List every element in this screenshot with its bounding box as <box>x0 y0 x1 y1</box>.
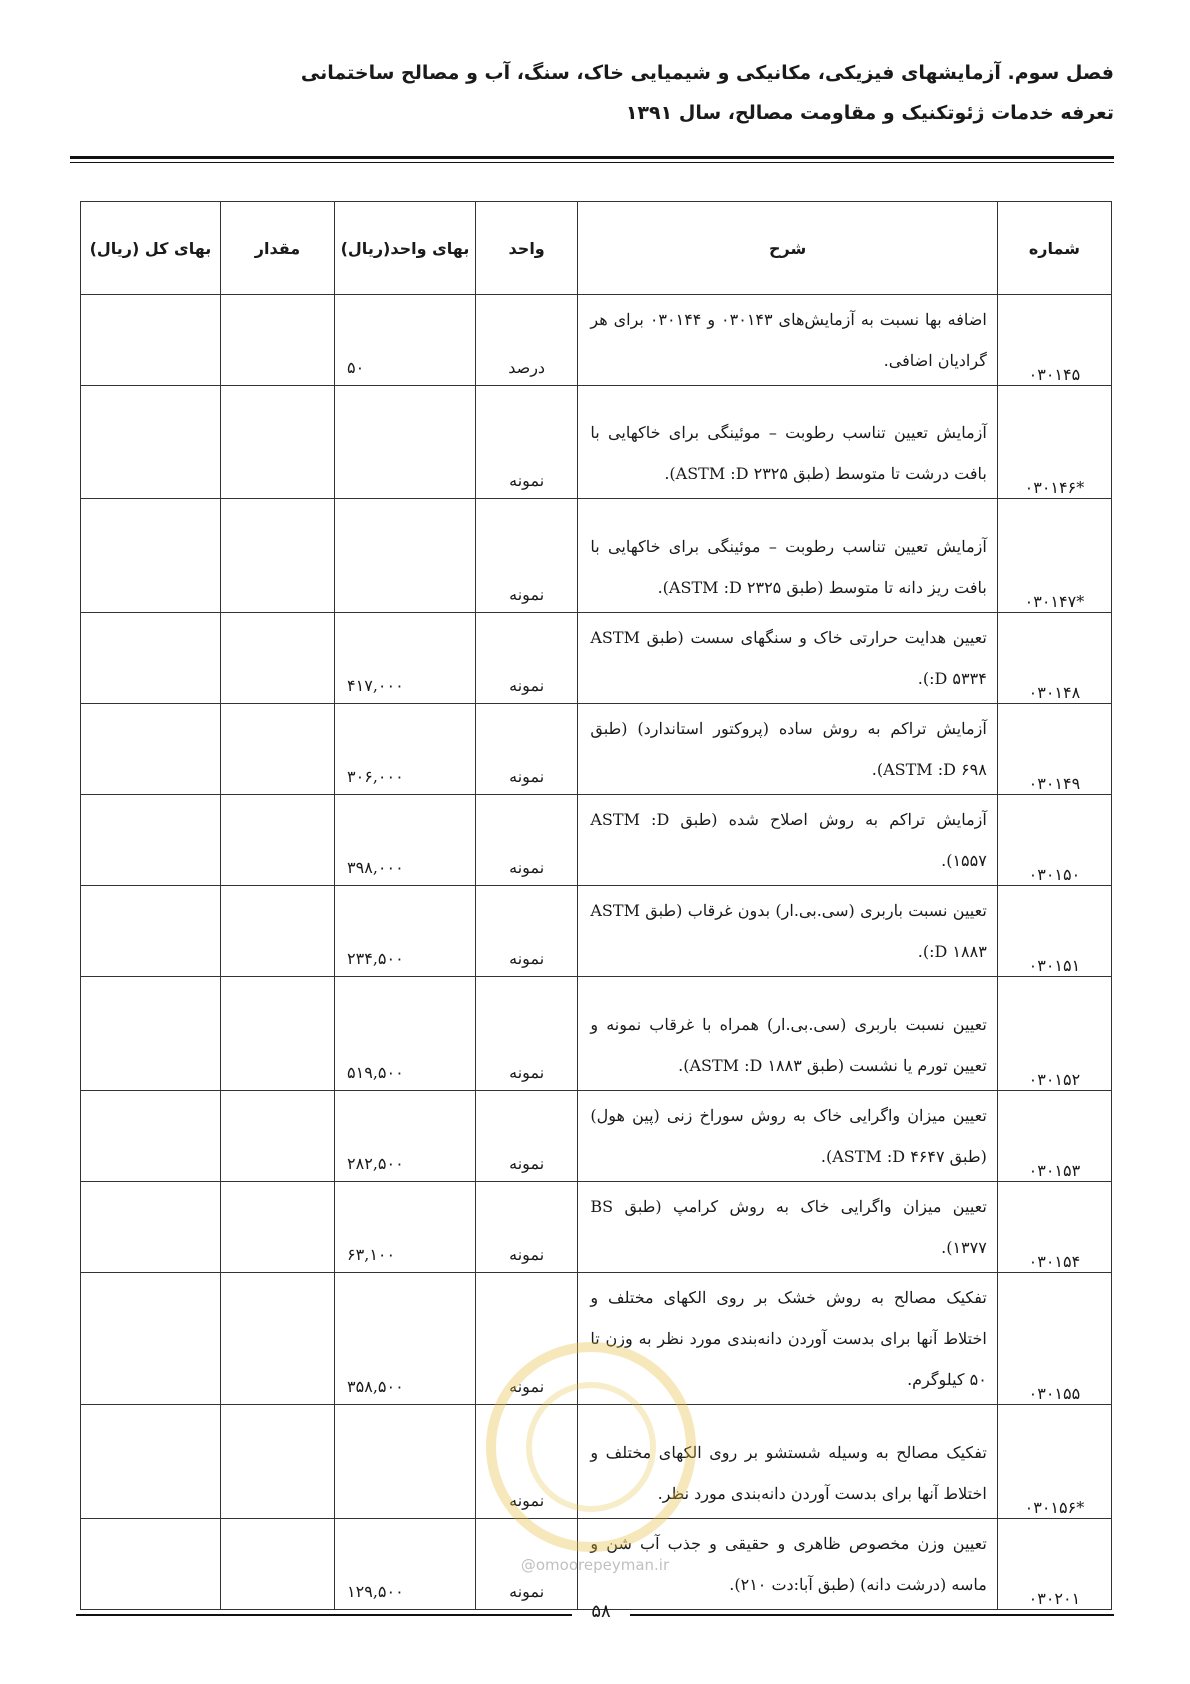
row-unit: نمونه <box>475 704 577 795</box>
table-row <box>81 795 1112 886</box>
footer-rule-left <box>76 1614 572 1616</box>
header-description: شرح <box>578 202 997 295</box>
table-row <box>81 295 1112 386</box>
row-unit: نمونه <box>475 1091 577 1182</box>
row-unit-price: ۵۱۹,۵۰۰ <box>335 977 476 1091</box>
row-total-price <box>81 1405 221 1519</box>
row-description: تفکیک مصالح به روش خشک بر روی الکهای مختلف و اختلاط آنها برای بدست آوردن دانه‌بندی مورد نظر به وزن تا ۵۰ کیلوگرم. <box>578 1273 997 1405</box>
row-unit: نمونه <box>475 499 577 613</box>
row-unit: نمونه <box>475 977 577 1091</box>
row-number: ۰۳۰۱۴۵ <box>997 295 1111 386</box>
row-total-price <box>81 1273 221 1405</box>
row-number: ۰۳۰۱۵۰ <box>997 795 1111 886</box>
row-number: *۰۳۰۱۴۶ <box>997 386 1111 499</box>
row-number: ۰۳۰۱۵۱ <box>997 886 1111 977</box>
row-total-price <box>81 977 221 1091</box>
row-description: آزمایش تراکم به روش ساده (پروکتور استاندارد) (طبق ASTM :D ۶۹۸). <box>578 704 997 795</box>
row-quantity <box>220 886 334 977</box>
header-rule-thick <box>70 156 1114 159</box>
row-total-price <box>81 886 221 977</box>
row-description: آزمایش تراکم به روش اصلاح شده (طبق ASTM :D ۱۵۵۷). <box>578 795 997 886</box>
header-unit: واحد <box>475 202 577 295</box>
row-quantity <box>220 1273 334 1405</box>
row-number: ۰۳۰۱۵۴ <box>997 1182 1111 1273</box>
row-description: اضافه بها نسبت به آزمایش‌های ۰۳۰۱۴۳ و ۰۳۰۱۴۴ برای هر گرادیان اضافی. <box>578 295 997 386</box>
row-unit-price: ۲۳۴,۵۰۰ <box>335 886 476 977</box>
row-unit: نمونه <box>475 795 577 886</box>
row-number: *۰۳۰۱۴۷ <box>997 499 1111 613</box>
row-description: تعیین هدایت حرارتی خاک و سنگهای سست (طبق ASTM :D ۵۳۳۴). <box>578 613 997 704</box>
row-unit-price: ۱۲۹,۵۰۰ <box>335 1519 476 1610</box>
row-quantity <box>220 1519 334 1610</box>
row-description: تعیین وزن مخصوص ظاهری و حقیقی و جذب آب شن و ماسه (درشت دانه) (طبق آبا:دت ۲۱۰). <box>578 1519 997 1610</box>
row-unit: نمونه <box>475 1273 577 1405</box>
row-number: ۰۳۰۱۴۹ <box>997 704 1111 795</box>
row-quantity <box>220 295 334 386</box>
row-unit: درصد <box>475 295 577 386</box>
table-header-row <box>81 202 1112 295</box>
row-quantity <box>220 499 334 613</box>
row-unit-price: ۳۹۸,۰۰۰ <box>335 795 476 886</box>
row-description: تعیین میزان واگرایی خاک به روش کرامپ (طبق BS ۱۳۷۷). <box>578 1182 997 1273</box>
row-unit: نمونه <box>475 613 577 704</box>
document-subtitle: تعرفه خدمات ژئوتکنیک و مقاومت مصالح، سال ۱۳۹۱ <box>625 102 1114 124</box>
row-description: تعیین نسبت باربری (سی.بی.ار) بدون غرقاب (طبق ASTM :D ۱۸۸۳). <box>578 886 997 977</box>
row-quantity <box>220 1091 334 1182</box>
row-unit-price: ۶۳,۱۰۰ <box>335 1182 476 1273</box>
row-unit-price: ۴۱۷,۰۰۰ <box>335 613 476 704</box>
header-number: شماره <box>997 202 1111 295</box>
table-row <box>81 704 1112 795</box>
row-quantity <box>220 795 334 886</box>
table-row <box>81 977 1112 1091</box>
row-total-price <box>81 795 221 886</box>
row-unit: نمونه <box>475 1519 577 1610</box>
table-row <box>81 1405 1112 1519</box>
row-total-price <box>81 499 221 613</box>
table-row <box>81 886 1112 977</box>
row-description: آزمایش تعیین تناسب رطوبت – موئینگی برای خاکهایی با بافت درشت تا متوسط (طبق ASTM :D ۲۳۲۵). <box>578 386 997 499</box>
row-unit-price: ۵۰ <box>335 295 476 386</box>
row-number: ۰۳۰۱۵۲ <box>997 977 1111 1091</box>
row-unit: نمونه <box>475 386 577 499</box>
footer-rule-right <box>630 1614 1114 1616</box>
row-quantity <box>220 1405 334 1519</box>
row-number: ۰۳۰۱۴۸ <box>997 613 1111 704</box>
row-description: آزمایش تعیین تناسب رطوبت – موئینگی برای خاکهایی با بافت ریز دانه تا متوسط (طبق ASTM :D ۲۳۲۵). <box>578 499 997 613</box>
header-total-price: بهای کل (ریال) <box>81 202 221 295</box>
header-quantity: مقدار <box>220 202 334 295</box>
row-unit-price <box>335 1405 476 1519</box>
row-total-price <box>81 295 221 386</box>
row-quantity <box>220 704 334 795</box>
table-row <box>81 1182 1112 1273</box>
row-unit-price: ۳۰۶,۰۰۰ <box>335 704 476 795</box>
row-unit-price: ۲۸۲,۵۰۰ <box>335 1091 476 1182</box>
row-unit-price <box>335 386 476 499</box>
table-row <box>81 1091 1112 1182</box>
chapter-title: فصل سوم. آزمایشهای فیزیکی، مکانیکی و شیمیایی خاک، سنگ، آب و مصالح ساختمانی <box>300 62 1114 84</box>
tariff-table <box>80 201 1112 1610</box>
table-row <box>81 1273 1112 1405</box>
row-total-price <box>81 1182 221 1273</box>
row-quantity <box>220 613 334 704</box>
row-number: ۰۳۰۱۵۵ <box>997 1273 1111 1405</box>
row-unit: نمونه <box>475 886 577 977</box>
row-description: تعیین میزان واگرایی خاک به روش سوراخ زنی (پین هول) (طبق ASTM :D ۴۶۴۷). <box>578 1091 997 1182</box>
row-number: ۰۳۰۲۰۱ <box>997 1519 1111 1610</box>
row-number: *۰۳۰۱۵۶ <box>997 1405 1111 1519</box>
row-total-price <box>81 386 221 499</box>
row-description: تعیین نسبت باربری (سی.بی.ار) همراه با غرقاب نمونه و تعیین تورم یا نشست (طبق ASTM :D ۱۸۸۳). <box>578 977 997 1091</box>
row-description: تفکیک مصالح به وسیله شستشو بر روی الکهای مختلف و اختلاط آنها برای بدست آوردن دانه‌بندی مورد نظر. <box>578 1405 997 1519</box>
table-row <box>81 499 1112 613</box>
header-rule-thin <box>70 162 1114 163</box>
header-unit-price: بهای واحد(ریال) <box>335 202 476 295</box>
row-total-price <box>81 704 221 795</box>
watermark-text: @omoorepeyman.ir <box>520 1556 670 1574</box>
row-quantity <box>220 386 334 499</box>
row-quantity <box>220 1182 334 1273</box>
page-header <box>74 60 1114 140</box>
row-total-price <box>81 1091 221 1182</box>
row-unit-price <box>335 499 476 613</box>
row-unit: نمونه <box>475 1182 577 1273</box>
row-number: ۰۳۰۱۵۳ <box>997 1091 1111 1182</box>
row-unit: نمونه <box>475 1405 577 1519</box>
table-row <box>81 613 1112 704</box>
row-quantity <box>220 977 334 1091</box>
page-number: ۵۸ <box>591 1601 611 1622</box>
row-total-price <box>81 613 221 704</box>
row-unit-price: ۳۵۸,۵۰۰ <box>335 1273 476 1405</box>
table-row <box>81 386 1112 499</box>
row-total-price <box>81 1519 221 1610</box>
